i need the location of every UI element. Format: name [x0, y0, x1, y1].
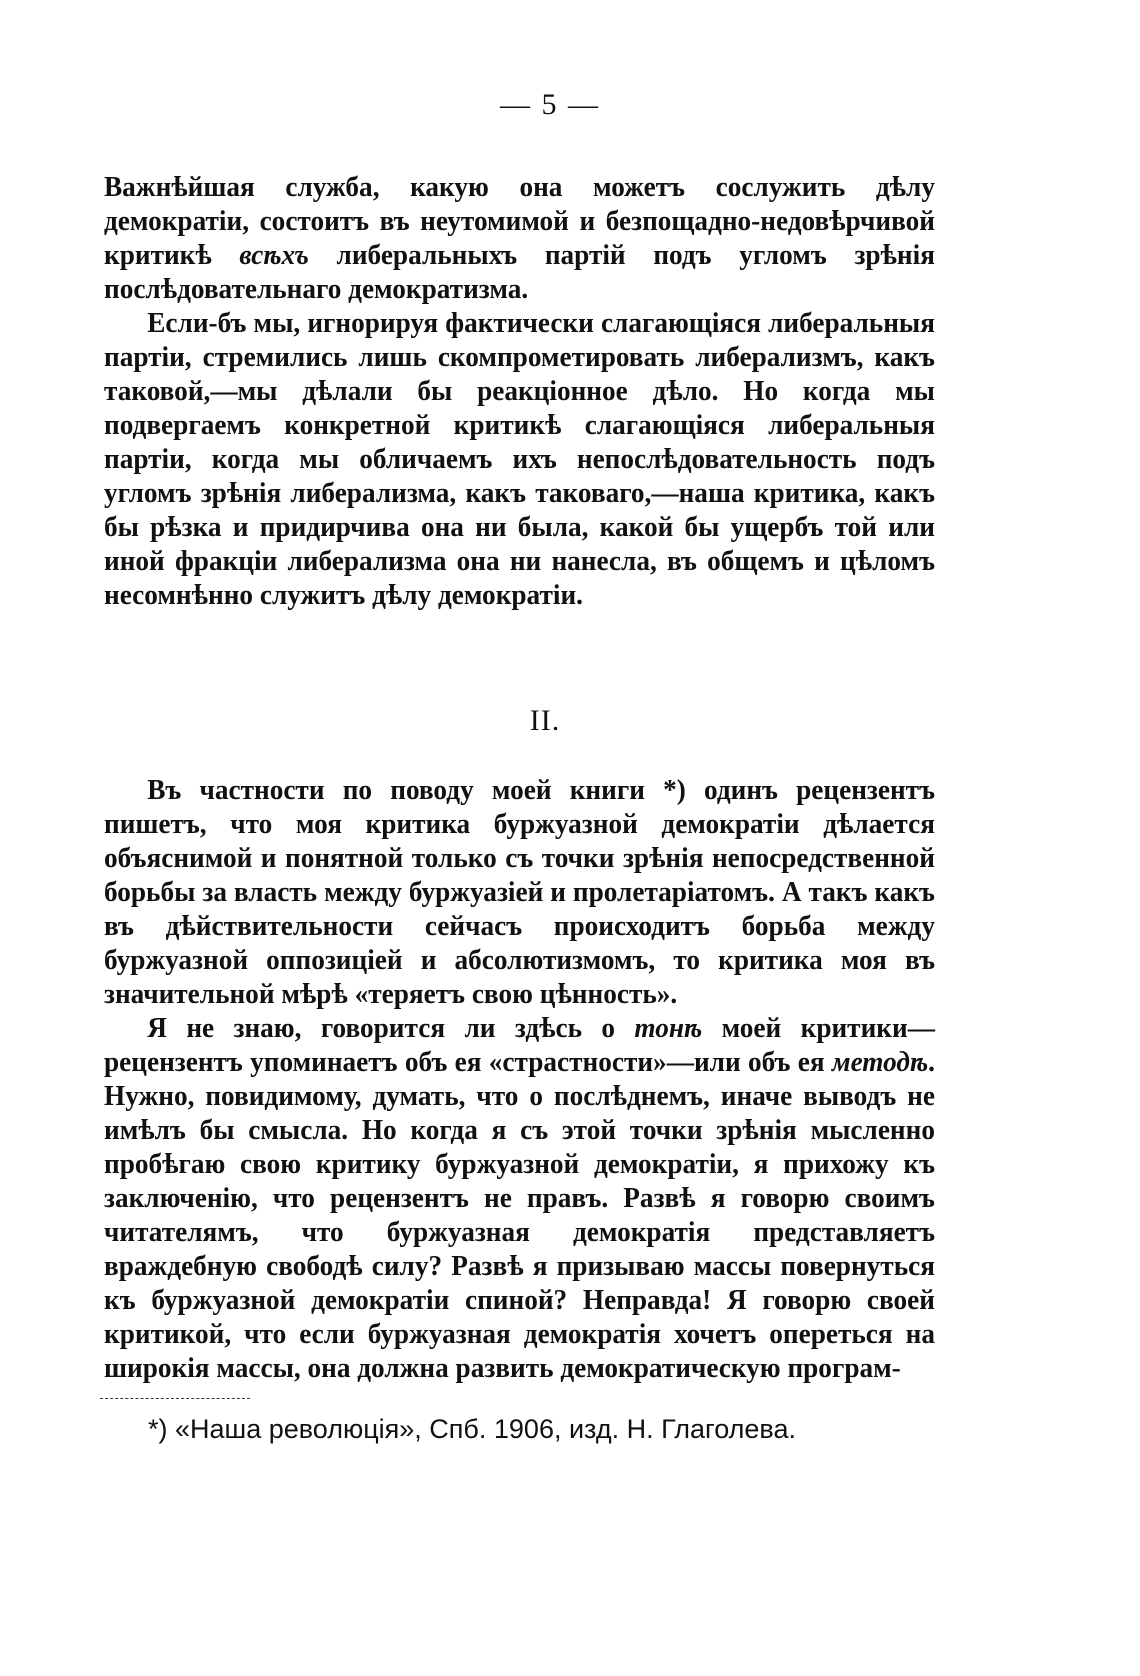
paragraph-text: либеральныхъ партій подъ угломъ зрѣнія послѣдовательнаго демократизма. — [104, 239, 935, 305]
section-heading: II. — [529, 704, 561, 737]
paragraph-text: Важнѣйшая служба, какую она можетъ сослужить дѣлу демократіи, состоитъ въ неутомимой и безпощадно-недовѣрчивой критикѣ — [104, 171, 935, 271]
paragraph: Въ частности по поводу моей книги *) одинъ рецензентъ пишетъ, что моя критика буржуазной демократіи дѣлается объяснимой и понятной только съ точки зрѣнія непосредственной борьбы за власть между буржуазіей и пролетаріатомъ. А такъ какъ въ дѣйствительности сейчасъ происходитъ борьба между буржуазной оппозиціей и абсолютизмомъ, то критика моя въ значительной мѣрѣ «теряетъ свою цѣнность». — [104, 774, 935, 1010]
emphasis-text: методѣ — [831, 1046, 929, 1078]
footnote-divider — [100, 1398, 250, 1399]
paragraph-text: моей критики—рецензентъ упоминаетъ объ ея «страстности»—или объ ея — [104, 1012, 935, 1078]
text-block-section-2 — [104, 773, 935, 1385]
paragraph-text: . Нужно, повидимому, думать, что о послѣднемъ, иначе выводъ не имѣлъ бы смысла. Но когда я съ этой точки зрѣнія мысленно пробѣгаю свою критику буржуазной демократіи, я прихожу къ заключенію, что рецензентъ не правъ. Развѣ я говорю своимъ читателямъ, что буржуазная демократія представляетъ враждебную свободѣ силу? Развѣ я призываю массы повернуться къ буржуазной демократіи спиной? Неправда! Я говорю своей критикой, что если буржуазная демократія хочетъ опереться на широкія массы, она должна развить демократическую програм- — [104, 1046, 935, 1384]
page-number: — 5 — — [500, 88, 600, 121]
paragraph — [104, 1011, 935, 1385]
text-block-intro — [104, 170, 935, 612]
emphasis-text: всѣхъ — [239, 239, 309, 271]
footnote: *) «Наша революція», Спб. 1906, изд. Н. Глаголева. — [148, 1414, 796, 1444]
paragraph — [104, 170, 935, 306]
paragraph: Если-бъ мы, игнорируя фактически слагающіяся либеральныя партіи, стремились лишь скомпрометировать либерализмъ, какъ таковой,—мы дѣлали бы реакціонное дѣло. Но когда мы подвергаемъ конкретной критикѣ слагающіяся либеральныя партіи, когда мы обличаемъ ихъ непослѣдовательность подъ угломъ зрѣнія либерализма, какъ таковаго,—наша критика, какъ бы рѣзка и придирчива она ни была, какой бы ущербъ той или иной фракціи либерализма она ни нанесла, въ общемъ и цѣломъ несомнѣнно служитъ дѣлу демократіи. — [104, 307, 935, 611]
emphasis-text: тонѣ — [634, 1012, 703, 1044]
paragraph-text: Я не знаю, говорится ли здѣсь о — [147, 1012, 635, 1044]
